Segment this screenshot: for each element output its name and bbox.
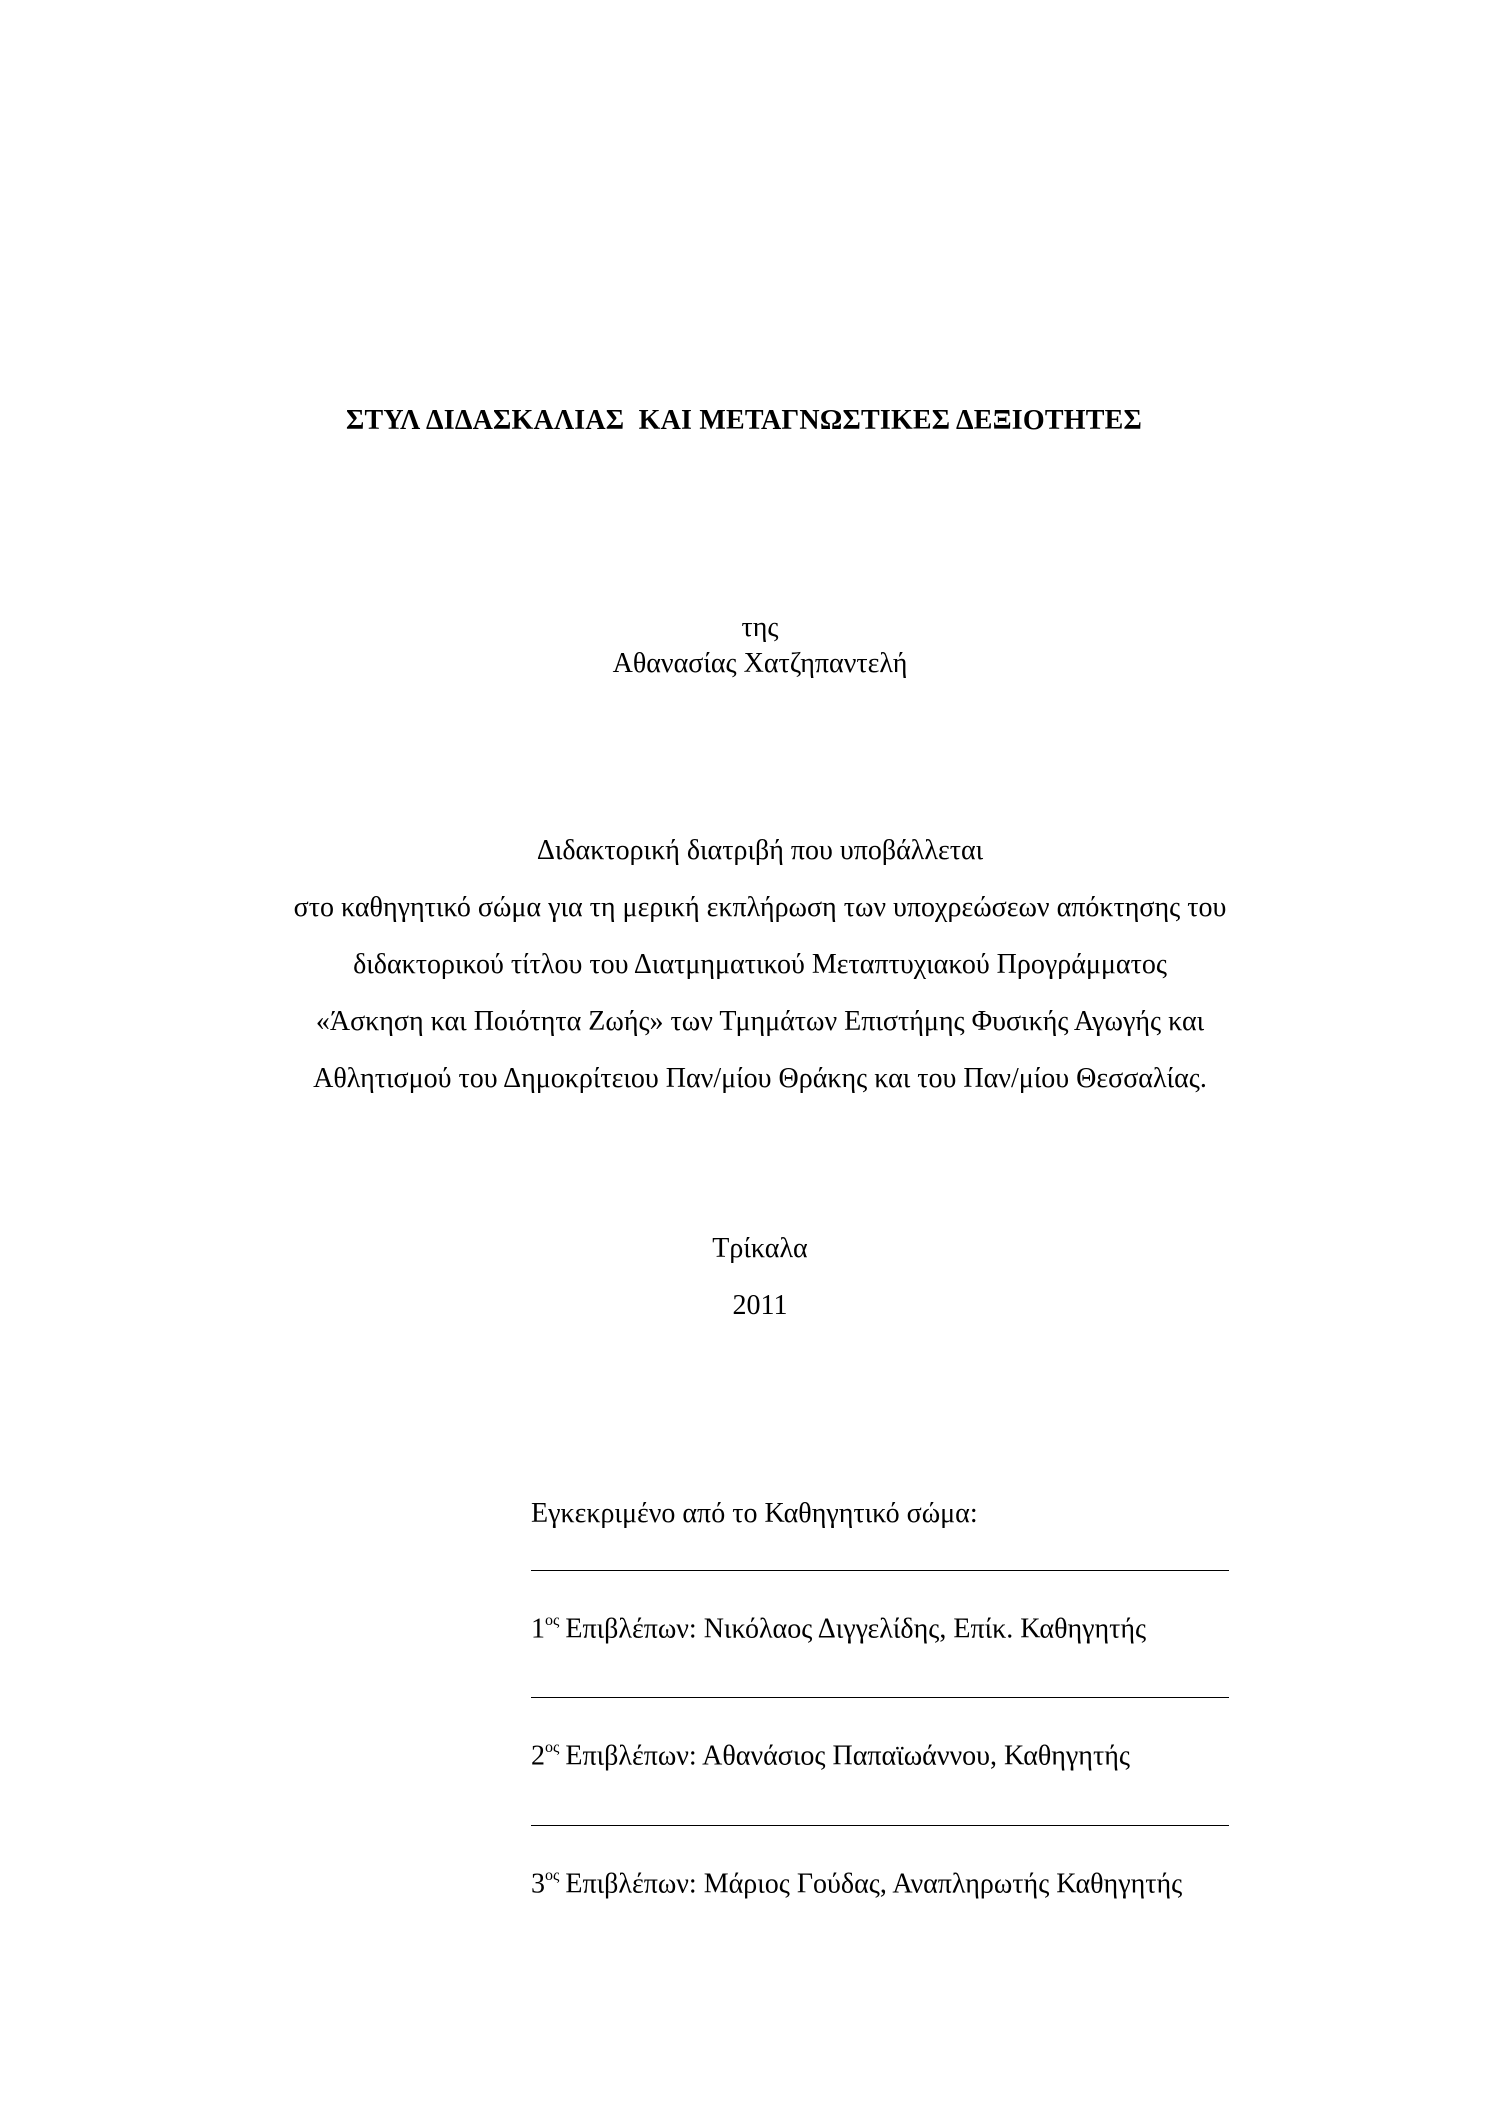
signature-line	[531, 1825, 1229, 1826]
committee-block	[531, 1498, 1229, 1952]
thesis-description	[0, 822, 1488, 1107]
author-prefix: της	[741, 612, 779, 643]
signature-line	[531, 1570, 1229, 1571]
signature-line	[531, 1697, 1229, 1698]
description-line: «Άσκηση και Ποιότητα Ζωής» των Τμημάτων Επιστήμης Φυσικής Αγωγής και	[315, 1006, 1205, 1037]
place: Τρίκαλα	[712, 1233, 808, 1264]
supervisor-entry	[531, 1607, 1229, 1645]
year: 2011	[732, 1290, 788, 1321]
supervisor-text: Επιβλέπων: Νικόλαος Διγγελίδης, Επίκ. Καθηγητής	[565, 1613, 1147, 1645]
ordinal-suffix: ος	[545, 1866, 560, 1884]
description-line: στο καθηγητικό σώμα για τη μερική εκπλήρωση των υποχρεώσεων απόκτησης του	[293, 892, 1227, 923]
supervisor-text: Επιβλέπων: Αθανάσιος Παπαϊωάννου, Καθηγητής	[565, 1740, 1130, 1772]
supervisor-number: 2	[531, 1740, 545, 1772]
supervisor-number: 1	[531, 1613, 545, 1645]
supervisor-entry	[531, 1734, 1229, 1772]
supervisor-text: Επιβλέπων: Μάριος Γούδας, Αναπληρωτής Καθηγητής	[565, 1867, 1183, 1899]
ordinal-suffix: ος	[545, 1739, 560, 1757]
thesis-title: ΣΤΥΛ ΔΙΔΑΣΚΑΛΙΑΣ ΚΑΙ ΜΕΤΑΓΝΩΣΤΙΚΕΣ ΔΕΞΙΟΤΗΤΕΣ	[346, 405, 1142, 436]
description-line: Διδακτορική διατριβή που υποβάλλεται	[536, 835, 984, 866]
supervisor-entry	[531, 1862, 1229, 1900]
description-line: Αθλητισμού του Δημοκρίτειου Παν/μίου Θράκης και του Παν/μίου Θεσσαλίας.	[313, 1063, 1207, 1094]
committee-heading: Εγκεκριμένο από το Καθηγητικό σώμα:	[531, 1498, 978, 1529]
ordinal-suffix: ος	[545, 1612, 560, 1629]
description-line: διδακτορικού τίτλου του Διατμηματικού Μεταπτυχιακού Προγράμματος	[353, 949, 1167, 980]
author-name: Αθανασίας Χατζηπαντελή	[612, 648, 908, 679]
supervisor-number: 3	[531, 1867, 545, 1899]
